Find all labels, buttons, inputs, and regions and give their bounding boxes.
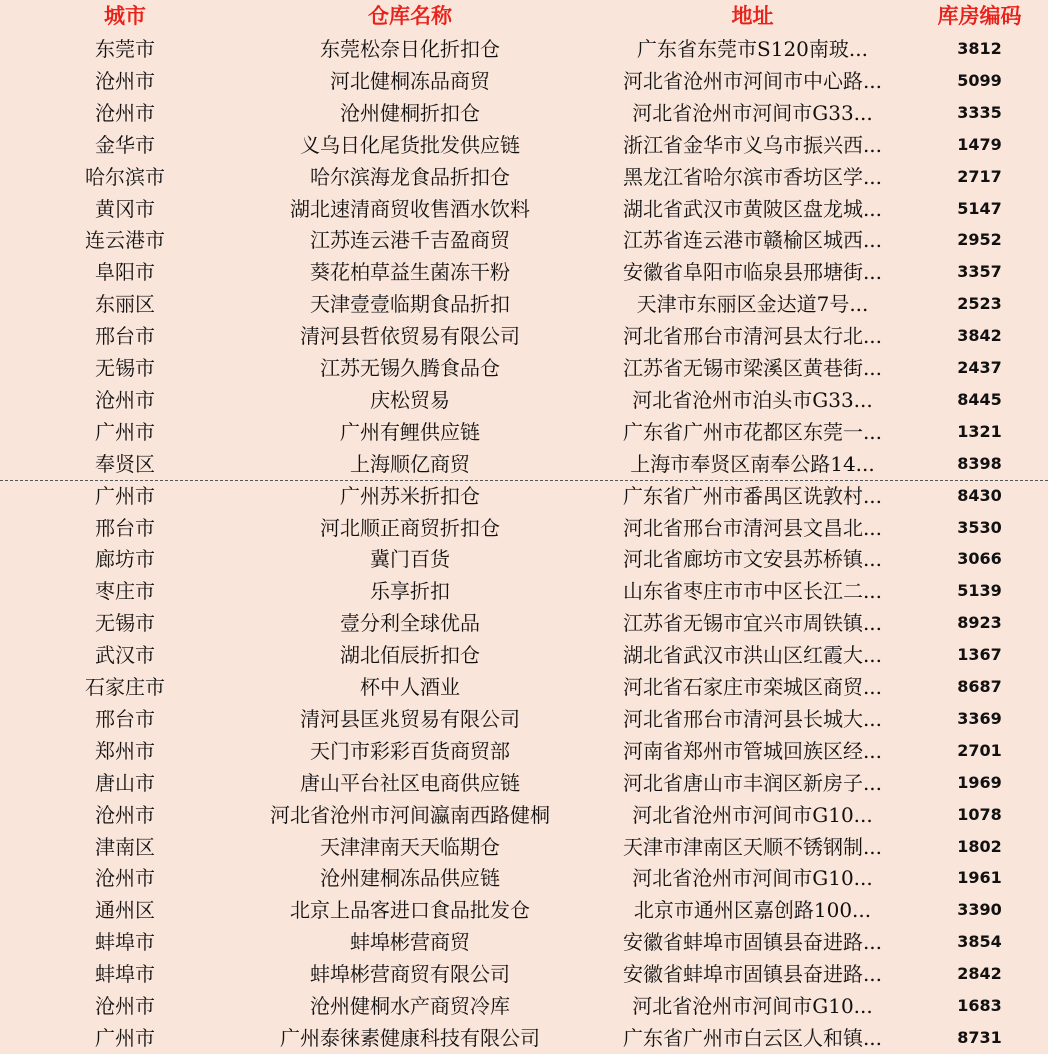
cell-address: 河北省沧州市河间市中心路... (622, 68, 883, 93)
cell-warehouse-code: 8430 (957, 485, 1002, 505)
cell-warehouse-name: 沧州健桐水产商贸冷库 (310, 994, 510, 1018)
table-row (0, 256, 1048, 288)
cell-city: 阜阳市 (95, 260, 155, 285)
cell-city: 连云港市 (85, 228, 165, 253)
cell-address: 江苏省无锡市宜兴市周铁镇... (622, 611, 883, 636)
table-row (0, 320, 1048, 352)
table-row (0, 33, 1048, 65)
cell-warehouse-name: 河北顺正商贸折扣仓 (320, 515, 500, 540)
cell-warehouse-code: 1683 (957, 996, 1002, 1015)
cell-warehouse-code: 5139 (957, 581, 1002, 601)
cell-warehouse-code: 8445 (957, 389, 1002, 409)
cell-warehouse-name: 广州泰徕素健康科技有限公司 (280, 1025, 540, 1050)
cell-warehouse-name: 乐享折扣 (370, 579, 450, 604)
cell-warehouse-name: 哈尔滨海龙食品折扣仓 (310, 164, 510, 189)
cell-warehouse-name: 唐山平台社区电商供应链 (300, 770, 520, 795)
cell-city: 唐山市 (95, 770, 155, 795)
cell-warehouse-code: 3812 (957, 39, 1002, 58)
cell-warehouse-name: 天津壹壹临期食品折扣 (310, 292, 510, 317)
cell-city: 邢台市 (95, 324, 155, 349)
cell-city: 武汉市 (95, 643, 155, 668)
header-warehouse-name: 仓库名称 (368, 4, 452, 28)
table-row (0, 958, 1048, 990)
cell-address: 河北省沧州市河间市G10... (632, 866, 873, 891)
cell-warehouse-name: 蚌埠彬营商贸 (350, 930, 470, 955)
cell-city: 蚌埠市 (95, 962, 155, 987)
table-header (0, 0, 1048, 32)
cell-warehouse-code: 3854 (957, 932, 1002, 952)
cell-warehouse-code: 2717 (957, 166, 1002, 186)
cell-address: 江苏省无锡市梁溪区黄巷街... (622, 356, 883, 380)
cell-address: 安徽省蚌埠市固镇县奋进路... (622, 930, 883, 955)
cell-city: 邢台市 (95, 706, 155, 731)
table-row (0, 799, 1048, 831)
header-city: 城市 (104, 4, 146, 28)
cell-address: 天津市津南区天顺不锈钢制... (622, 834, 883, 859)
cell-address: 河北省沧州市泊头市G33... (632, 387, 873, 412)
cell-warehouse-name: 葵花柏草益生菌冻干粉 (310, 260, 510, 285)
cell-warehouse-code: 2952 (957, 230, 1002, 250)
table-row (0, 639, 1048, 671)
cell-city: 东丽区 (95, 292, 155, 317)
cell-warehouse-name: 湖北佰辰折扣仓 (340, 643, 480, 668)
table-row (0, 480, 1048, 512)
cell-address: 广东省广州市白云区人和镇... (622, 1025, 883, 1050)
table-row (0, 735, 1048, 767)
table-row (0, 416, 1048, 448)
cell-warehouse-code: 2842 (957, 964, 1002, 984)
cell-warehouse-code: 3369 (957, 708, 1002, 728)
cell-warehouse-name: 江苏连云港千吉盈商贸 (310, 228, 510, 253)
table-row (0, 767, 1048, 799)
cell-warehouse-name: 东莞松奈日化折扣仓 (320, 37, 500, 61)
table-row (0, 129, 1048, 161)
table-row (0, 224, 1048, 256)
cell-city: 广州市 (95, 419, 155, 444)
table-row (0, 607, 1048, 639)
cell-warehouse-name: 蚌埠彬营商贸有限公司 (310, 962, 510, 987)
cell-address: 广东省东莞市S120南玻... (637, 37, 868, 61)
cell-warehouse-code: 5099 (957, 70, 1002, 90)
cell-warehouse-name: 壹分利全球优品 (340, 611, 480, 636)
cell-warehouse-code: 2523 (957, 294, 1002, 314)
cell-city: 沧州市 (95, 866, 155, 891)
cell-warehouse-code: 3357 (957, 262, 1002, 282)
cell-warehouse-name: 清河县匡兆贸易有限公司 (300, 706, 520, 731)
cell-warehouse-code: 1961 (957, 868, 1002, 888)
cell-warehouse-code: 1078 (957, 804, 1002, 824)
cell-warehouse-name: 庆松贸易 (370, 387, 450, 412)
table-row (0, 831, 1048, 863)
cell-warehouse-code: 3530 (957, 517, 1002, 537)
cell-address: 湖北省武汉市黄陂区盘龙城... (622, 196, 883, 221)
cell-city: 哈尔滨市 (85, 164, 165, 189)
cell-city: 奉贤区 (95, 451, 155, 476)
table-row (0, 671, 1048, 703)
cell-address: 河北省邢台市清河县太行北... (622, 324, 883, 349)
cell-warehouse-code: 1321 (957, 421, 1002, 441)
cell-address: 河北省唐山市丰润区新房子... (622, 770, 883, 795)
cell-warehouse-name: 沧州建桐冻品供应链 (320, 866, 500, 891)
cell-city: 津南区 (95, 834, 155, 859)
header-address: 地址 (731, 4, 774, 28)
cell-address: 江苏省连云港市赣榆区城西... (622, 228, 883, 253)
table-row (0, 543, 1048, 575)
cell-city: 邢台市 (95, 515, 155, 540)
cell-warehouse-name: 沧州健桐折扣仓 (340, 100, 480, 125)
cell-city: 沧州市 (95, 802, 155, 827)
cell-address: 广东省广州市番禺区诜敦村... (622, 483, 883, 508)
table-row (0, 288, 1048, 320)
cell-address: 安徽省阜阳市临泉县邢塘街... (622, 260, 883, 285)
cell-address: 山东省枣庄市市中区长江二... (622, 579, 883, 604)
cell-warehouse-code: 3335 (957, 102, 1002, 122)
cell-warehouse-code: 3066 (957, 549, 1002, 569)
table-row (0, 448, 1048, 480)
cell-address: 河北省沧州市河间市G10... (632, 802, 873, 827)
cell-address: 天津市东丽区金达道7号... (636, 292, 869, 317)
cell-warehouse-code: 5147 (957, 198, 1002, 218)
cell-address: 河北省邢台市清河县文昌北... (622, 515, 883, 540)
table-row (0, 352, 1048, 384)
cell-warehouse-code: 2437 (957, 358, 1002, 377)
table-row (0, 894, 1048, 926)
cell-city: 黄冈市 (95, 196, 155, 221)
cell-address: 河北省廊坊市文安县苏桥镇... (622, 547, 883, 572)
header-warehouse-code: 库房编码 (937, 4, 1022, 28)
cell-warehouse-code: 8687 (957, 677, 1002, 696)
cell-warehouse-code: 8731 (957, 1027, 1002, 1047)
cell-warehouse-name: 湖北速清商贸收售酒水饮料 (290, 196, 530, 221)
cell-warehouse-name: 杯中人酒业 (360, 675, 460, 699)
cell-city: 枣庄市 (95, 579, 155, 604)
cell-address: 安徽省蚌埠市固镇县奋进路... (622, 962, 883, 987)
cell-warehouse-code: 3390 (957, 900, 1002, 920)
cell-address: 河北省邢台市清河县长城大... (622, 706, 883, 731)
cell-address: 黑龙江省哈尔滨市香坊区学... (622, 164, 883, 189)
cell-warehouse-code: 8398 (957, 453, 1002, 473)
table-row (0, 1022, 1048, 1054)
cell-city: 通州区 (95, 898, 155, 923)
cell-city: 广州市 (95, 483, 155, 508)
cell-warehouse-code: 2701 (957, 740, 1002, 760)
table-row (0, 862, 1048, 894)
table-row (0, 384, 1048, 416)
cell-address: 浙江省金华市义乌市振兴西... (622, 132, 883, 157)
cell-warehouse-name: 清河县哲依贸易有限公司 (300, 324, 520, 349)
cell-address: 河南省郑州市管城回族区经... (622, 738, 883, 763)
cell-warehouse-code: 1802 (957, 836, 1002, 856)
cell-address: 广东省广州市花都区东莞一... (622, 419, 883, 444)
cell-warehouse-code: 1367 (957, 645, 1002, 665)
cell-address: 湖北省武汉市洪山区红霞大... (622, 643, 883, 668)
table-row (0, 990, 1048, 1022)
cell-warehouse-name: 江苏无锡久腾食品仓 (320, 356, 500, 380)
section-divider (0, 480, 1048, 481)
cell-warehouse-code: 8923 (957, 613, 1002, 633)
cell-city: 无锡市 (95, 611, 155, 636)
cell-warehouse-name: 北京上品客进口食品批发仓 (290, 898, 530, 923)
cell-warehouse-name: 河北健桐冻品商贸 (330, 68, 490, 93)
table-row (0, 703, 1048, 735)
table-row (0, 193, 1048, 225)
cell-city: 沧州市 (95, 387, 155, 412)
cell-warehouse-code: 1479 (957, 134, 1002, 154)
cell-city: 沧州市 (95, 100, 155, 125)
table-row (0, 575, 1048, 607)
table-row (0, 512, 1048, 544)
cell-warehouse-name: 广州苏米折扣仓 (340, 483, 480, 508)
cell-city: 蚌埠市 (95, 930, 155, 955)
cell-warehouse-name: 广州有鲤供应链 (340, 419, 480, 444)
cell-city: 沧州市 (95, 994, 155, 1018)
table-row (0, 65, 1048, 97)
cell-warehouse-name: 上海顺亿商贸 (350, 451, 470, 476)
cell-city: 无锡市 (95, 356, 155, 380)
cell-address: 河北省沧州市河间市G33... (632, 100, 873, 125)
cell-warehouse-name: 冀门百货 (370, 547, 450, 572)
cell-warehouse-name: 河北省沧州市河间瀛南西路健桐 (270, 802, 550, 827)
cell-city: 沧州市 (95, 68, 155, 93)
cell-address: 河北省沧州市河间市G10... (632, 994, 873, 1018)
cell-address: 上海市奉贤区南奉公路14... (630, 451, 875, 476)
cell-city: 郑州市 (95, 738, 155, 763)
cell-city: 廊坊市 (95, 547, 155, 572)
cell-warehouse-code: 3842 (957, 326, 1002, 346)
cell-city: 东莞市 (95, 37, 155, 61)
cell-warehouse-code: 1969 (957, 772, 1002, 792)
cell-city: 金华市 (95, 132, 155, 157)
table-row (0, 161, 1048, 193)
cell-address: 河北省石家庄市栾城区商贸... (622, 675, 883, 699)
table-row (0, 926, 1048, 958)
cell-warehouse-name: 天门市彩彩百货商贸部 (310, 738, 510, 763)
cell-city: 石家庄市 (85, 675, 165, 699)
cell-warehouse-name: 天津津南天天临期仓 (320, 834, 500, 859)
cell-city: 广州市 (95, 1025, 155, 1050)
table-row (0, 97, 1048, 129)
cell-warehouse-name: 义乌日化尾货批发供应链 (300, 132, 520, 157)
cell-address: 北京市通州区嘉创路100... (633, 898, 872, 923)
